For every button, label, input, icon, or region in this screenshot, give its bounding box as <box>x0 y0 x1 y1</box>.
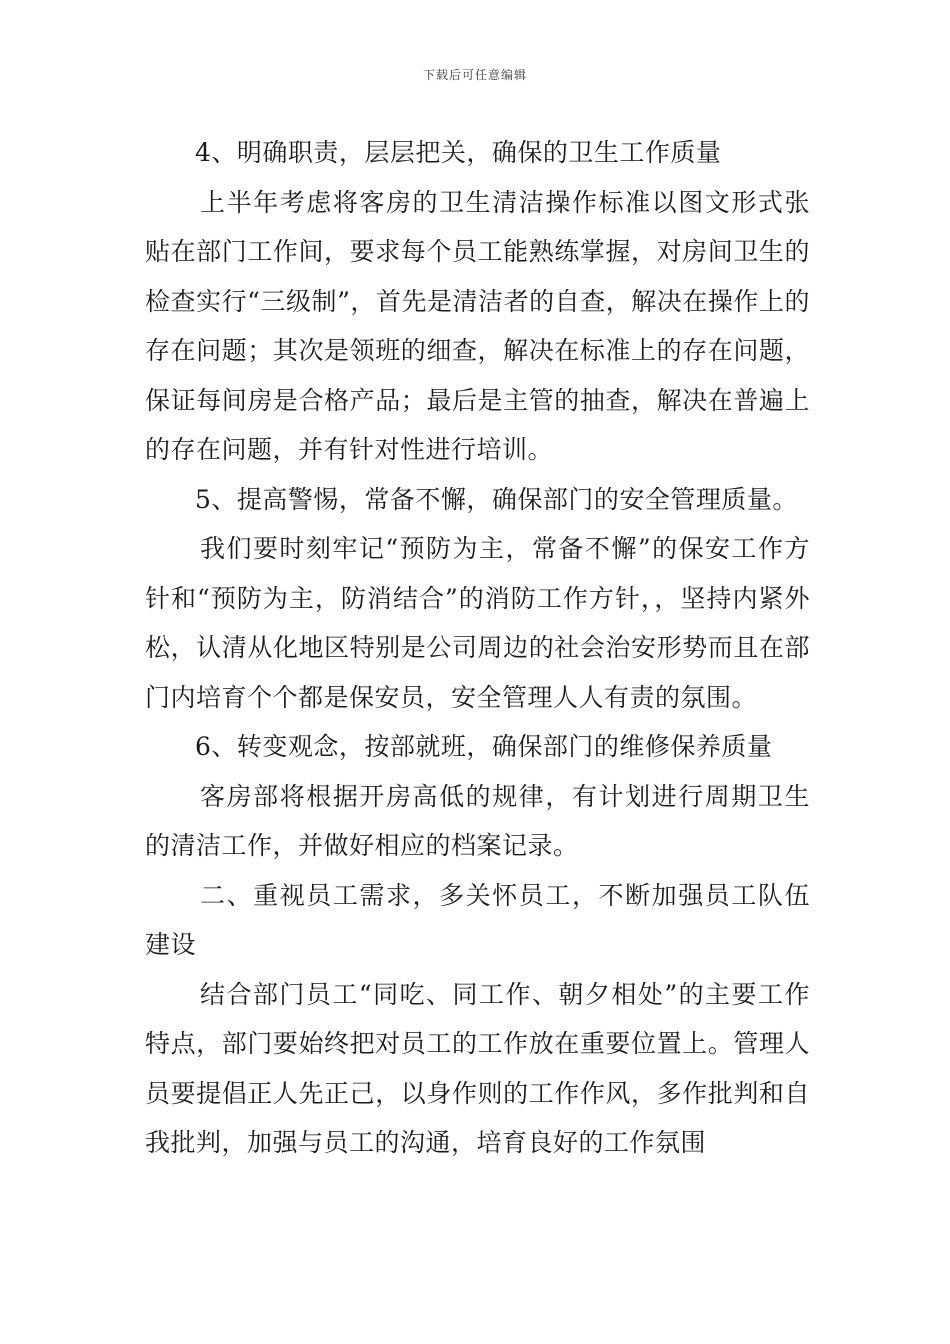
section-heading-5: 5、提高警惕，常备不懈，确保部门的安全管理质量。 <box>195 484 798 514</box>
section-heading-4: 4、明确职责，层层把关，确保的卫生工作质量 <box>195 138 722 167</box>
document-body <box>145 128 810 1168</box>
section-heading-two: 二、重视员工需求，多关怀员工，不断加强员工队伍建设 <box>145 880 810 959</box>
paragraph-hygiene-standard: 上半年考虑将客房的卫生清洁操作标准以图文形式张贴在部门工作间，要求每个员工能熟练掌握，对房间卫生的检查实行“三级制”，首先是清洁者的自查，解决在操作上的存在问题；其次是领班的细查，解决在标准上的存在问题，保证每间房是合格产品；最后是主管的抽查，解决在普遍上的存在问题，并有针对性进行培训。 <box>145 187 810 464</box>
section-heading-6: 6、转变观念，按部就班，确保部门的维修保养质量 <box>195 732 773 761</box>
header-note: 下载后可任意编辑 <box>422 68 527 82</box>
paragraph-staff: 结合部门员工“同吃、同工作、朝夕相处”的主要工作特点，部门要始终把对员工的工作放在重要位置上。管理人员要提倡正人先正己，以身作则的工作作风，多作批判和自我批判，加强与员工的沟通，培育良好的工作氛围 <box>145 979 810 1157</box>
paragraph-security: 我们要时刻牢记“预防为主，常备不懈”的保安工作方针和“预防为主，防消结合”的消防工作方针，，坚持内紧外松，认清从化地区特别是公司周边的社会治安形势而且在部门内培育个个都是保安员，安全管理人人有责的氛围。 <box>145 534 810 712</box>
paragraph-maintenance: 客房部将根据开房高低的规律，有计划进行周期卫生的清洁工作，并做好相应的档案记录。 <box>145 781 810 860</box>
